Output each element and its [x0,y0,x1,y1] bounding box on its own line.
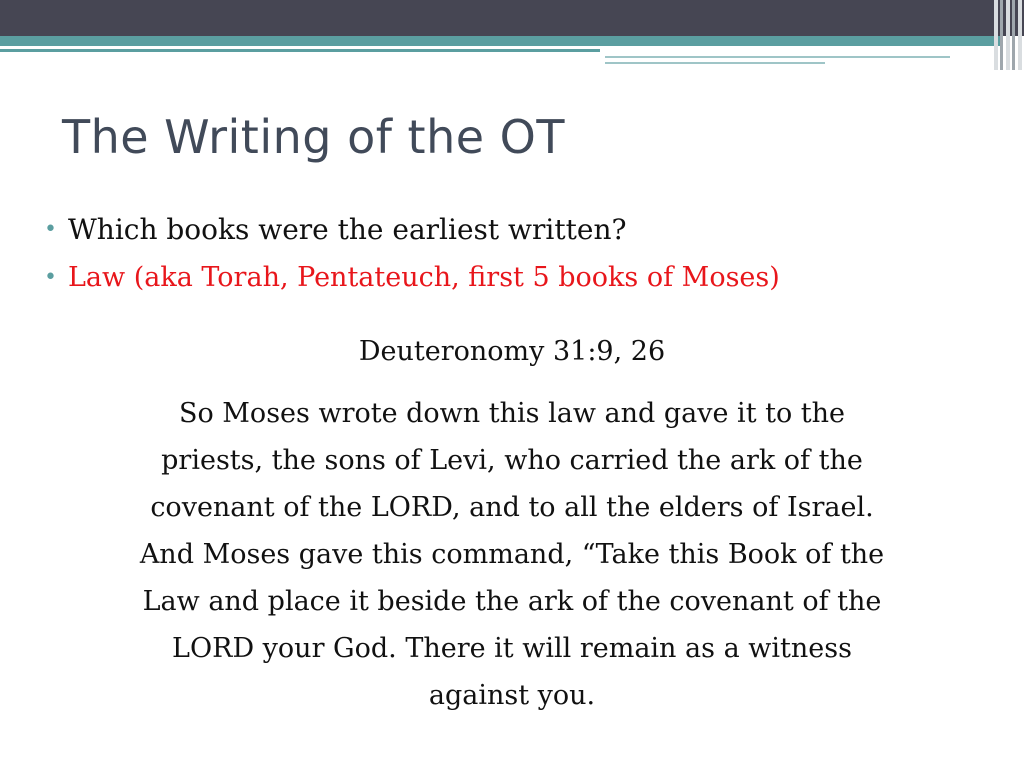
passage-line: against you. [428,680,596,711]
bullet-text: Which books were the earliest written? [68,213,627,246]
bullet-list [40,206,780,302]
header-stripe [1018,0,1022,70]
passage-line: priests, the sons of Levi, who carried the ark of the [161,445,863,476]
passage-line: So Moses wrote down this law and gave it to the [178,398,846,429]
bullet-dot-icon: • [44,217,57,242]
scripture-reference: Deuteronomy 31:9, 26 [358,336,666,367]
bullet-item [40,254,780,302]
header-accent-line [0,49,600,52]
bullet-item [40,206,780,254]
bullet-text: Law (aka Torah, Pentateuch, first 5 books of Moses) [68,262,780,293]
bullet-dot-icon: • [44,265,57,290]
header-accent-line-light [605,62,825,64]
header-accent-line-light [605,56,950,58]
scripture-passage [24,390,1000,719]
passage-line: And Moses gave this command, “Take this Book of the [139,539,885,570]
header-stripe [1000,0,1003,70]
passage-line: LORD your God. There it will remain as a witness [172,633,852,664]
header-bar [0,0,1024,36]
passage-line: covenant of the LORD, and to all the elders of Israel. [150,492,874,523]
header-stripe [1012,0,1015,70]
header-stripe [1006,0,1010,70]
header-accent-band [0,36,1000,46]
slide-title: The Writing of the OT [62,110,565,164]
passage-line: Law and place it beside the ark of the covenant of the [142,586,882,617]
header-stripe [994,0,998,70]
